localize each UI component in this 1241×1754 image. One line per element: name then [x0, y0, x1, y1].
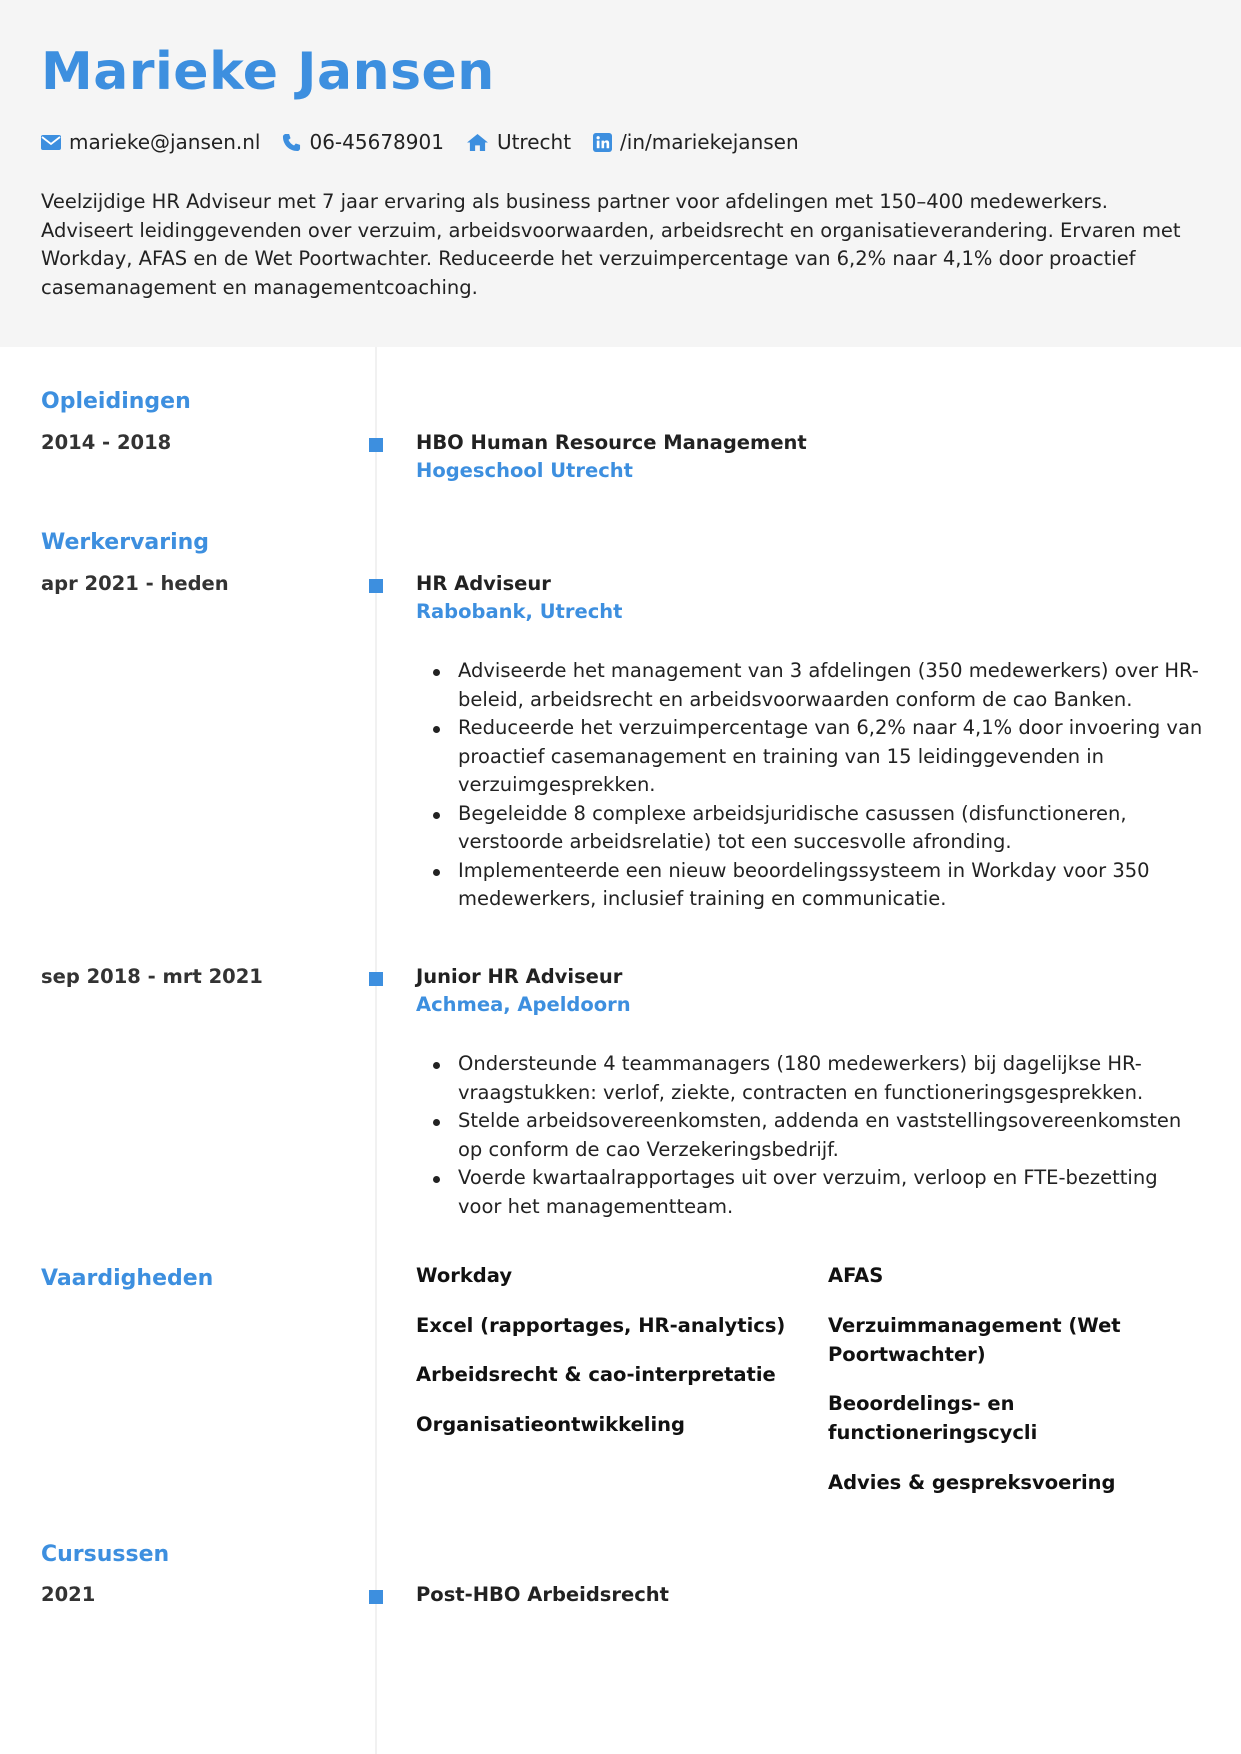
job-title: HR Adviseur	[416, 572, 551, 595]
list-item: Reduceerde het verzuimpercentage van 6,2% naar 4,1% door invoering van proactief casemanagement en training van 15 leidinggevenden in verzuimgesprekken.	[416, 714, 1206, 800]
timeline-marker	[369, 1590, 383, 1604]
timeline-divider	[375, 347, 377, 1754]
skill-item: AFAS	[828, 1264, 884, 1287]
skill-item: Arbeidsrecht & cao-interpretatie	[416, 1363, 776, 1386]
home-icon	[466, 133, 489, 152]
section-title-education: Opleidingen	[41, 389, 191, 414]
section-title-courses: Cursussen	[41, 1542, 170, 1567]
timeline-marker	[369, 579, 383, 593]
header	[0, 0, 1241, 347]
skill-item: Organisatieontwikkeling	[416, 1413, 686, 1436]
skill-item: Advies & gespreksvoering	[828, 1471, 1116, 1494]
list-item: Adviseerde het management van 3 afdelingen (350 medewerkers) over HR-beleid, arbeidsrecht en arbeidsvoorwaarden conform de cao Banken.	[416, 657, 1206, 714]
candidate-name: Marieke Jansen	[41, 42, 495, 102]
contact-linkedin[interactable]	[593, 130, 799, 154]
job-employer: Achmea, Apeldoorn	[416, 993, 631, 1016]
section-title-skills: Vaardigheden	[41, 1266, 214, 1291]
list-item: Stelde arbeidsovereenkomsten, addenda en vaststellingsovereenkomsten op conform de cao Verzekeringsbedrijf.	[416, 1107, 1206, 1164]
list-item: Implementeerde een nieuw beoordelingssysteem in Workday voor 350 medewerkers, inclusief training en communicatie.	[416, 857, 1206, 914]
course-title: Post-HBO Arbeidsrecht	[416, 1583, 670, 1606]
list-item: Begeleidde 8 complexe arbeidsjuridische casussen (disfunctioneren, verstoorde arbeidsrelatie) tot een succesvolle afronding.	[416, 800, 1206, 857]
list-item: Voerde kwartaalrapportages uit over verzuim, verloop en FTE-bezetting voor het managementteam.	[416, 1164, 1206, 1221]
linkedin-icon	[593, 133, 612, 152]
skill-item: Workday	[416, 1264, 513, 1287]
job-bullets	[416, 1050, 1206, 1221]
experience-date: sep 2018 - mrt 2021	[41, 965, 263, 988]
skill-item: Beoordelings- en functioneringscycli	[828, 1392, 1038, 1444]
linkedin-text: /in/mariekejansen	[620, 130, 799, 154]
list-item: Ondersteunde 4 teammanagers (180 medewerkers) bij dagelijkse HR-vraagstukken: verlof, ziekte, contracten en functioneringsgesprekken.	[416, 1050, 1206, 1107]
contact-email[interactable]	[41, 130, 260, 154]
education-school: Hogeschool Utrecht	[416, 459, 633, 482]
phone-icon	[282, 133, 301, 152]
section-title-experience: Werkervaring	[41, 530, 210, 555]
job-employer: Rabobank, Utrecht	[416, 600, 623, 623]
course-date: 2021	[41, 1583, 96, 1606]
envelope-icon	[41, 135, 61, 150]
skill-item: Verzuimmanagement (Wet Poortwachter)	[828, 1314, 1121, 1366]
email-text: marieke@jansen.nl	[69, 130, 261, 154]
contact-phone[interactable]	[282, 130, 443, 154]
timeline-marker	[369, 972, 383, 986]
skill-item: Excel (rapportages, HR-analytics)	[416, 1314, 786, 1337]
phone-text: 06-45678901	[309, 130, 444, 154]
experience-date: apr 2021 - heden	[41, 572, 229, 595]
job-bullets	[416, 657, 1206, 914]
city-text: Utrecht	[496, 130, 572, 154]
profile-summary: Veelzijdige HR Adviseur met 7 jaar ervaring als business partner voor afdelingen met 150–400 medewerkers. Adviseert leidinggevenden over verzuim, arbeidsvoorwaarden, arbeidsrecht en organisatieverandering. Ervaren met Workday, AFAS en de Wet Poortwachter. Reduceerde het verzuimpercentage van 6,2% naar 4,1% door proactief casemanagement en managementcoaching.	[41, 190, 1181, 299]
education-date: 2014 - 2018	[41, 431, 172, 454]
contact-city	[466, 130, 571, 154]
education-title: HBO Human Resource Management	[416, 431, 807, 454]
job-title: Junior HR Adviseur	[416, 965, 623, 988]
timeline-marker	[369, 438, 383, 452]
contact-bar	[41, 128, 821, 156]
